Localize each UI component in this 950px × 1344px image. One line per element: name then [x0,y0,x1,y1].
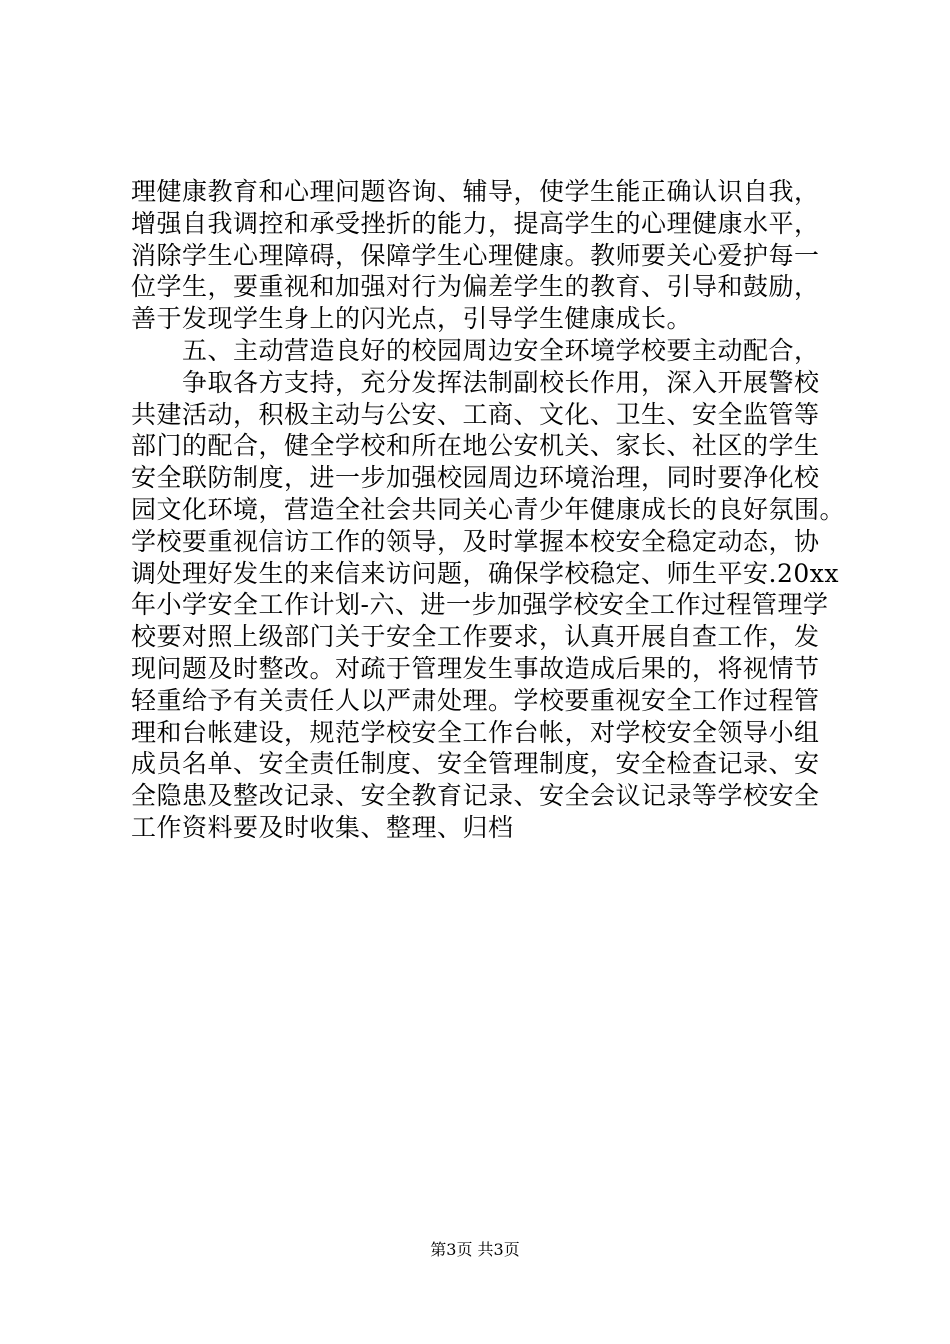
section-heading-five: 五、主动营造良好的校园周边安全环境学校要主动配合， [131,335,820,365]
text-line: 理和台帐建设，规范学校安全工作台帐，对学校安全领导小组 [131,717,820,747]
text-line: 理健康教育和心理问题咨询、辅导，使学生能正确认识自我， [131,177,820,206]
text-line: 位学生，要重视和加强对行为偏差学生的教育、引导和鼓励， [131,272,820,302]
text-line: 调处理好发生的来信来访问题，确保学校稳定、师生平安.20xx [131,558,839,588]
text-line: 成员名单、安全责任制度、安全管理制度，安全检查记录、安 [131,749,820,779]
text-line: 园文化环境，营造全社会共同关心青少年健康成长的良好氛围。 [131,494,846,524]
text-line: 全隐患及整改记录、安全教育记录、安全会议记录等学校安全 [131,781,820,811]
text-line: 校要对照上级部门关于安全工作要求，认真开展自查工作，发 [131,622,820,652]
text-line: 轻重给予有关责任人以严肃处理。学校要重视安全工作过程管 [131,685,820,715]
text-line: 工作资料要及时收集、整理、归档 [131,812,514,842]
text-line: 现问题及时整改。对疏于管理发生事故造成后果的，将视情节 [131,653,820,683]
text-line: 善于发现学生身上的闪光点，引导学生健康成长。 [131,304,693,334]
text-line: 共建活动，积极主动与公安、工商、文化、卫生、安全监管等 [131,399,820,429]
text-line: 安全联防制度，进一步加强校园周边环境治理，同时要净化校 [131,463,820,493]
text-line: 消除学生心理障碍，保障学生心理健康。教师要关心爱护每一 [131,240,820,270]
text-line: 部门的配合，健全学校和所在地公安机关、家长、社区的学生 [131,431,820,461]
text-line: 年小学安全工作计划-六、进一步加强学校安全工作过程管理学 [131,590,829,620]
page-number-footer: 第3页 共3页 [430,1240,520,1259]
text-line: 争取各方支持，充分发挥法制副校长作用，深入开展警校 [131,367,820,397]
text-line: 学校要重视信访工作的领导，及时掌握本校安全稳定动态，协 [131,526,820,556]
document-body [131,176,851,844]
text-line: 增强自我调控和承受挫折的能力，提高学生的心理健康水平， [131,208,820,238]
